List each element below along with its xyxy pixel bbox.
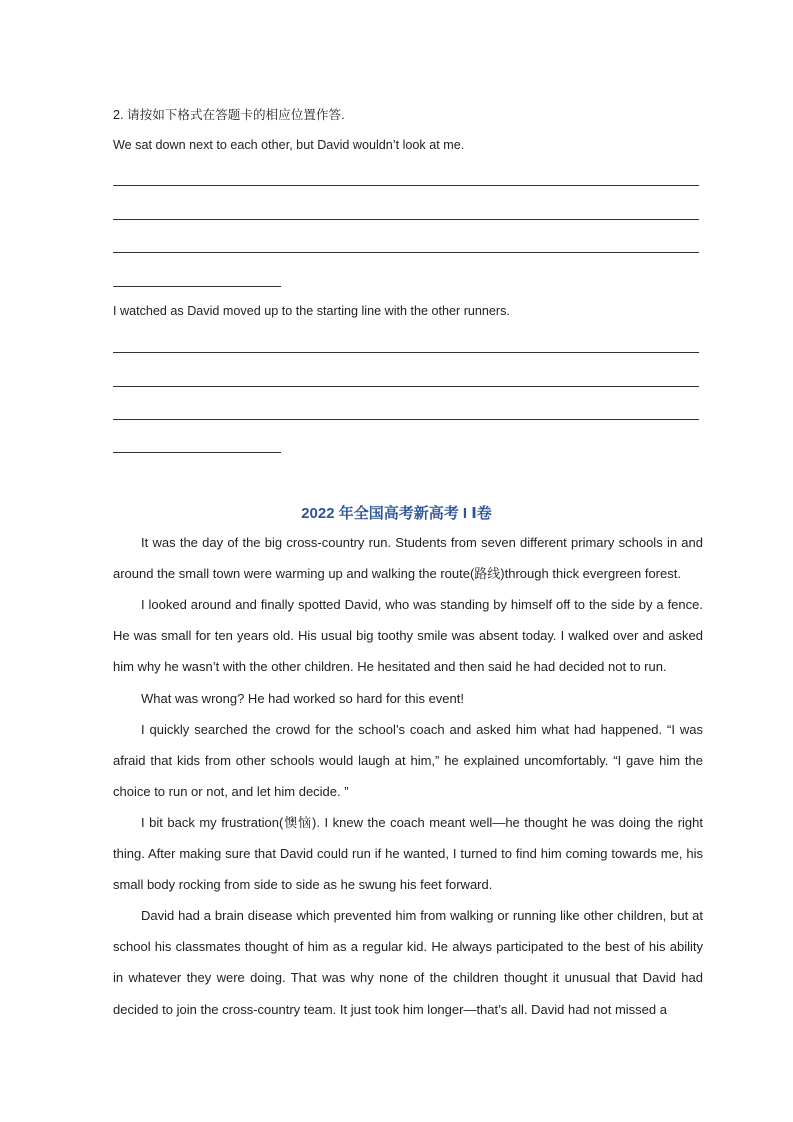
- answer-line: [113, 286, 281, 287]
- passage-paragraph: It was the day of the big cross-country run. Students from seven different primary schools in and around the small town were warming up and walking the route(路线)through thick evergreen forest.: [113, 535, 703, 582]
- answer-instruction: 2. 请按如下格式在答题卡的相应位置作答.: [113, 108, 345, 122]
- passage-paragraph: I looked around and finally spotted David, who was standing by himself off to the side by a fence. He was small for ten years old. His usual big toothy smile was absent today. I walked over and asked him why he wasn’t with the other children. He hesitated and then said he had decided not to run.: [113, 597, 703, 675]
- passage-paragraph: I bit back my frustration(懊恼). I knew the coach meant well—he thought he was doing the right thing. After making sure that David could run if he wanted, I turned to find him coming towards me, his small body rocking from side to side as he swung his feet forward.: [113, 815, 703, 893]
- answer-line: [113, 252, 699, 253]
- answer-line: [113, 185, 699, 186]
- writing-prompt-2: I watched as David moved up to the starting line with the other runners.: [113, 304, 510, 318]
- passage-paragraph: What was wrong? He had worked so hard for this event!: [141, 691, 464, 706]
- section-title: 2022 年全国高考新高考 I Ⅰ卷: [301, 505, 492, 522]
- answer-line: [113, 352, 699, 353]
- answer-line: [113, 419, 699, 420]
- passage-paragraph: David had a brain disease which prevented him from walking or running like other children, but at school his classmates thought of him as a regular kid. He always participated to the best of his ability in whatever they were doing. That was why none of the children thought it unusual that David had decided to join the cross-country team. It just took him longer—that’s all. David had not missed a: [113, 908, 703, 1017]
- answer-line: [113, 219, 699, 220]
- answer-line: [113, 386, 699, 387]
- answer-line: [113, 452, 281, 453]
- writing-prompt-1: We sat down next to each other, but David wouldn’t look at me.: [113, 138, 465, 152]
- passage-paragraph: I quickly searched the crowd for the school’s coach and asked him what had happened. “I was afraid that kids from other schools would laugh at him,” he explained uncomfortably. “I gave him the choice to run or not, and let him decide. ”: [113, 722, 703, 800]
